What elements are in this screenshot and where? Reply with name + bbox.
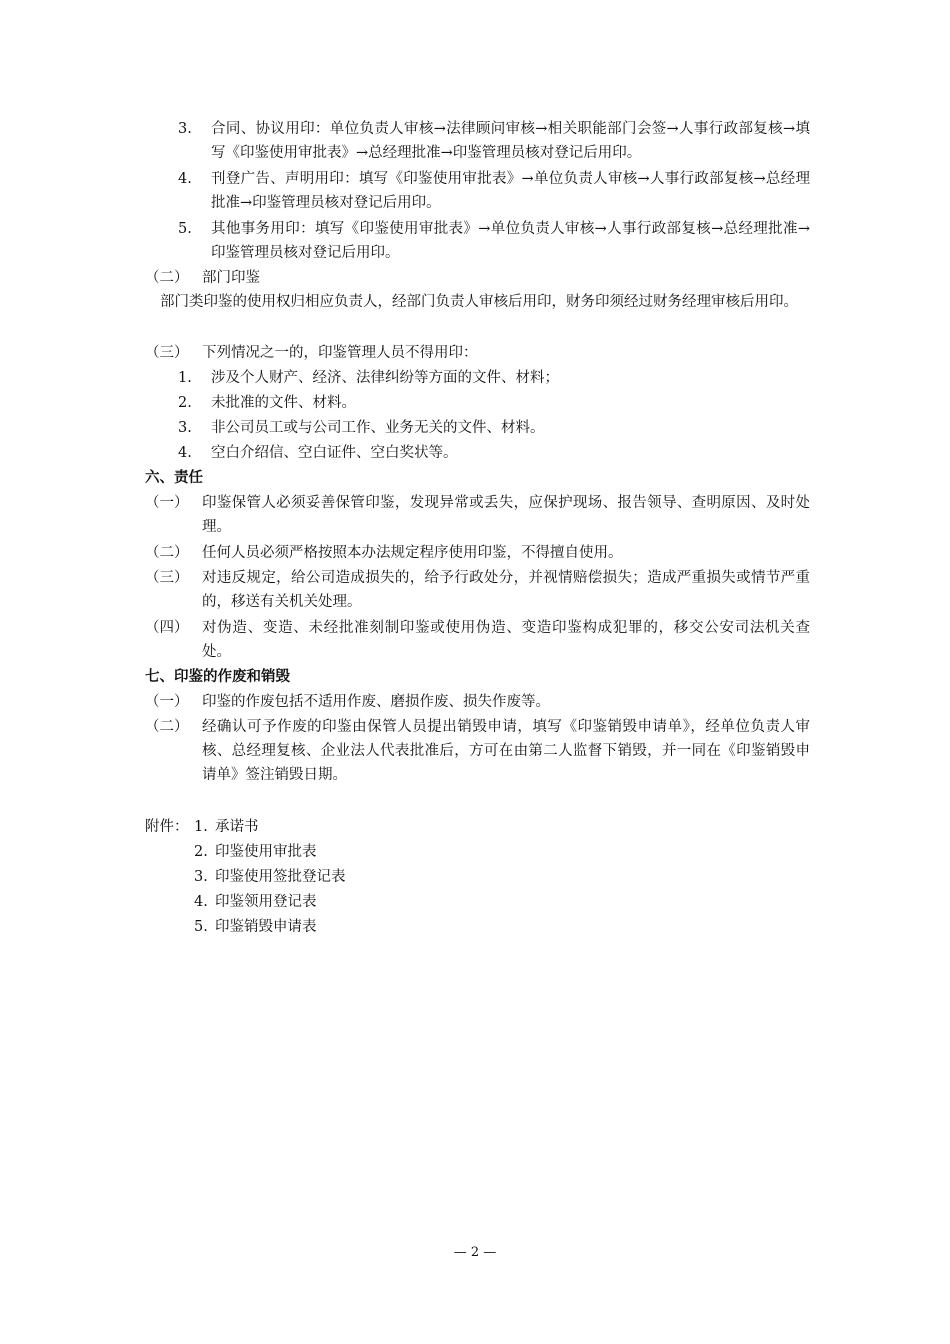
list-number: 4. — [178, 171, 192, 187]
attachment-number: 2. — [194, 844, 208, 860]
section-item — [145, 566, 810, 614]
item-number: （一） — [145, 495, 189, 511]
list-text: 刊登广告、声明用印：填写《印鉴使用审批表》→单位负责人审核→人事行政部复核→总经理批准→印鉴管理员核对登记后用印。 — [211, 171, 810, 211]
list-number: 3. — [178, 420, 192, 436]
attachment-title: 印鉴使用签批登记表 — [215, 869, 346, 885]
subsection-heading — [145, 341, 810, 365]
attachment-item — [194, 915, 494, 939]
item-text: 对违反规定，给公司造成损失的，给予行政处分，并视情赔偿损失；造成严重损失或情节严重的，移送有关机关处理。 — [202, 570, 810, 610]
list-item — [145, 366, 810, 390]
attachment-item — [194, 890, 494, 914]
list-text: 合同、协议用印：单位负责人审核→法律顾问审核→相关职能部门会签→人事行政部复核→填写《印鉴使用审批表》→总经理批准→印鉴管理员核对登记后用印。 — [211, 121, 810, 161]
subsection-heading — [145, 266, 810, 290]
list-number: 3. — [178, 121, 192, 137]
attachment-number: 1. — [194, 819, 208, 835]
section-heading: 七、印鉴的作废和销毁 — [145, 669, 290, 685]
attachment-title: 印鉴销毁申请表 — [215, 919, 317, 935]
section-item — [145, 616, 810, 664]
list-text: 非公司员工或与公司工作、业务无关的文件、材料。 — [211, 420, 545, 436]
item-number: （四） — [145, 620, 189, 636]
item-text: 对伪造、变造、未经批准刻制印鉴或使用伪造、变造印鉴构成犯罪的，移交公安司法机关查处。 — [202, 620, 810, 660]
list-text: 空白介绍信、空白证件、空白奖状等。 — [211, 445, 458, 461]
list-item — [145, 391, 810, 415]
section-item — [145, 491, 810, 539]
section-item — [145, 690, 810, 714]
item-number: （二） — [145, 545, 189, 561]
list-item — [145, 441, 810, 465]
item-text: 印鉴的作废包括不适用作废、磨损作废、损失作废等。 — [202, 694, 550, 710]
list-number: 4. — [178, 445, 192, 461]
subsection-number: （二） — [145, 270, 189, 286]
list-item — [145, 167, 810, 215]
section-item — [145, 541, 810, 565]
attachment-title: 承诺书 — [215, 819, 259, 835]
subsection-title: 部门印鉴 — [202, 270, 260, 286]
attachment-title: 印鉴领用登记表 — [215, 894, 317, 910]
list-number: 1. — [178, 370, 192, 386]
attachment-item — [194, 840, 494, 864]
item-text: 任何人员必须严格按照本办法规定程序使用印鉴，不得擅自使用。 — [202, 545, 623, 561]
list-text: 未批准的文件、材料。 — [211, 395, 356, 411]
section-heading: 六、责任 — [145, 470, 203, 486]
attachment-item — [194, 815, 494, 839]
attachment-number: 5. — [194, 919, 208, 935]
item-number: （二） — [145, 719, 189, 735]
list-text: 其他事务用印：填写《印鉴使用审批表》→单位负责人审核→人事行政部复核→总经理批准→印鉴管理员核对登记后用印。 — [211, 221, 810, 261]
attachment-item — [194, 865, 494, 889]
list-number: 5. — [178, 221, 192, 237]
page-number: — 2 — — [453, 1245, 497, 1260]
item-text: 经确认可予作废的印鉴由保管人员提出销毁申请，填写《印鉴销毁申请单》，经单位负责人审核、总经理复核、企业法人代表批准后，方可在由第二人监督下销毁，并一同在《印鉴销毁申请单》签注销毁日期。 — [202, 719, 810, 783]
item-text: 印鉴保管人必须妥善保管印鉴，发现异常或丢失，应保护现场、报告领导、查明原因、及时处理。 — [202, 495, 810, 535]
attachments-label: 附件： — [145, 819, 189, 835]
subsection-number: （三） — [145, 345, 189, 361]
list-text: 涉及个人财产、经济、法律纠纷等方面的文件、材料； — [211, 370, 559, 386]
attachment-number: 3. — [194, 869, 208, 885]
list-number: 2. — [178, 395, 192, 411]
attachment-title: 印鉴使用审批表 — [215, 844, 317, 860]
item-number: （一） — [145, 694, 189, 710]
attachment-number: 4. — [194, 894, 208, 910]
list-item — [145, 217, 810, 265]
section-item — [145, 715, 810, 787]
list-item — [145, 416, 810, 440]
list-item — [145, 117, 810, 165]
subsection-title: 下列情况之一的，印鉴管理人员不得用印： — [202, 345, 478, 361]
item-number: （三） — [145, 570, 189, 586]
paragraph: 部门类印鉴的使用权归相应负责人，经部门负责人审核后用印，财务印须经过财务经理审核后用印。 — [160, 294, 798, 310]
